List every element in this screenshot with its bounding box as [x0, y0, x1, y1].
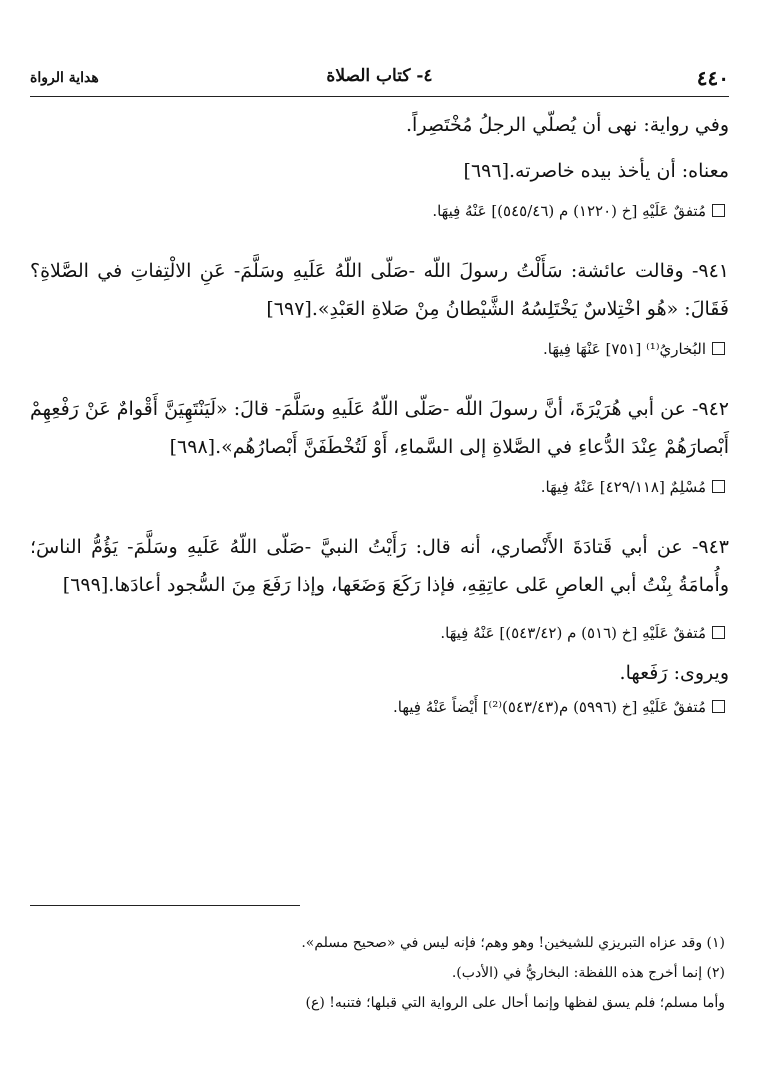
footnote-1: (١) وقد عزاه التبريزي للشيخين! وهو وهم؛ فإنه ليس في «صحيح مسلم». — [301, 935, 725, 951]
hadith-943: ٩٤٣- عن أبي قَتادَةَ الأَنْصاري، أنه قال: رَأَيْتُ النبيَّ -صَلّى اللّهُ عَلَيهِ وسَلَّمَ- يَؤُمُّ الناسَ؛ وأُمامَةُ بِنْتُ أبي العاصِ عَلى عاتِقِهِ، فإذا رَكَعَ وَضَعَها، وإذا رَفَعَ مِنَ السُّجود أعادَها.[٦٩٩] — [30, 536, 729, 596]
footnote-divider — [30, 905, 300, 906]
footnote-2-continued: وأما مسلم؛ فلم يسق لفظها وإنما أحال على الرواية التي قبلها؛ فتنبه! (ع) — [305, 995, 725, 1011]
page-header — [30, 62, 729, 97]
square-bullet-icon — [712, 480, 725, 493]
main-text — [30, 106, 729, 722]
source-line — [30, 472, 729, 502]
meaning-line: معناه: أن يأخذ بيده خاصرته.[٦٩٦] — [463, 160, 729, 182]
square-bullet-icon — [712, 626, 725, 639]
book-title: هداية الرواة — [30, 70, 99, 86]
narration-line: وفي رواية: نهى أن يُصلّي الرجلُ مُخْتَصِراً. — [406, 114, 729, 136]
source-line — [30, 692, 729, 722]
source-line — [30, 334, 729, 364]
chapter-title: ٤- كتاب الصلاة — [326, 66, 433, 86]
source-text: مُتفقٌ عَلَيْهِ [خ (١٢٢٠) م (٥٤٥/٤٦)] عَنْهُ فِيهَا. — [432, 202, 706, 220]
source-text: مُتفقٌ عَلَيْهِ [خ (٥٩٩٦) م(٥٤٣/٤٣)⁽²⁾] أَيْضاً عَنْهُ فِيها. — [393, 698, 706, 716]
source-line — [30, 196, 729, 226]
square-bullet-icon — [712, 342, 725, 355]
book-page — [30, 0, 729, 1092]
hadith-941: ٩٤١- وقالت عائشة: سَأَلْتُ رسولَ اللّه -صَلّى اللّهُ عَلَيهِ وسَلَّمَ- عَنِ الالْتِفاتِ في الصَّلاةِ؟ فَقَالَ: «هُو اخْتِلاسٌ يَخْتَلِسُهُ الشَّيْطانُ مِنْ صَلاةِ العَبْدِ».[٦٩٧] — [30, 260, 729, 320]
source-text: البُخاريُ⁽¹⁾ [٧٥١] عَنْهَا فِيهَا. — [543, 340, 706, 358]
source-line — [30, 618, 729, 648]
source-text: مُسْلِمٌ [٤٢٩/١١٨] عَنْهُ فِيهَا. — [540, 478, 706, 496]
square-bullet-icon — [712, 700, 725, 713]
variant-line: ويروى: رَفَعها. — [619, 662, 729, 684]
footnote-2: (٢) إنما أخرج هذه اللفظة: البخاريُّ في (الأدب). — [451, 965, 725, 981]
hadith-942: ٩٤٢- عن أبي هُرَيْرَةَ، أنَّ رسولَ اللّه -صَلّى اللّهُ عَلَيهِ وسَلَّمَ- قالَ: «لَيَنْتَهِيَنَّ أَقْوامٌ عَنْ رَفْعِهِمْ أَبْصارَهُمْ عِنْدَ الدُّعاءِ في الصَّلاةِ إلى السَّماءِ، أَوْ لَتُخْطَفَنَّ أَبْصارُهُم».[٦٩٨] — [30, 398, 729, 458]
source-text: مُتفقٌ عَلَيْهِ [خ (٥١٦) م (٥٤٣/٤٢)] عَنْهُ فِيهَا. — [440, 624, 706, 642]
square-bullet-icon — [712, 204, 725, 217]
footnotes — [30, 928, 729, 1018]
page-number: ٤٤٠ — [696, 66, 729, 90]
